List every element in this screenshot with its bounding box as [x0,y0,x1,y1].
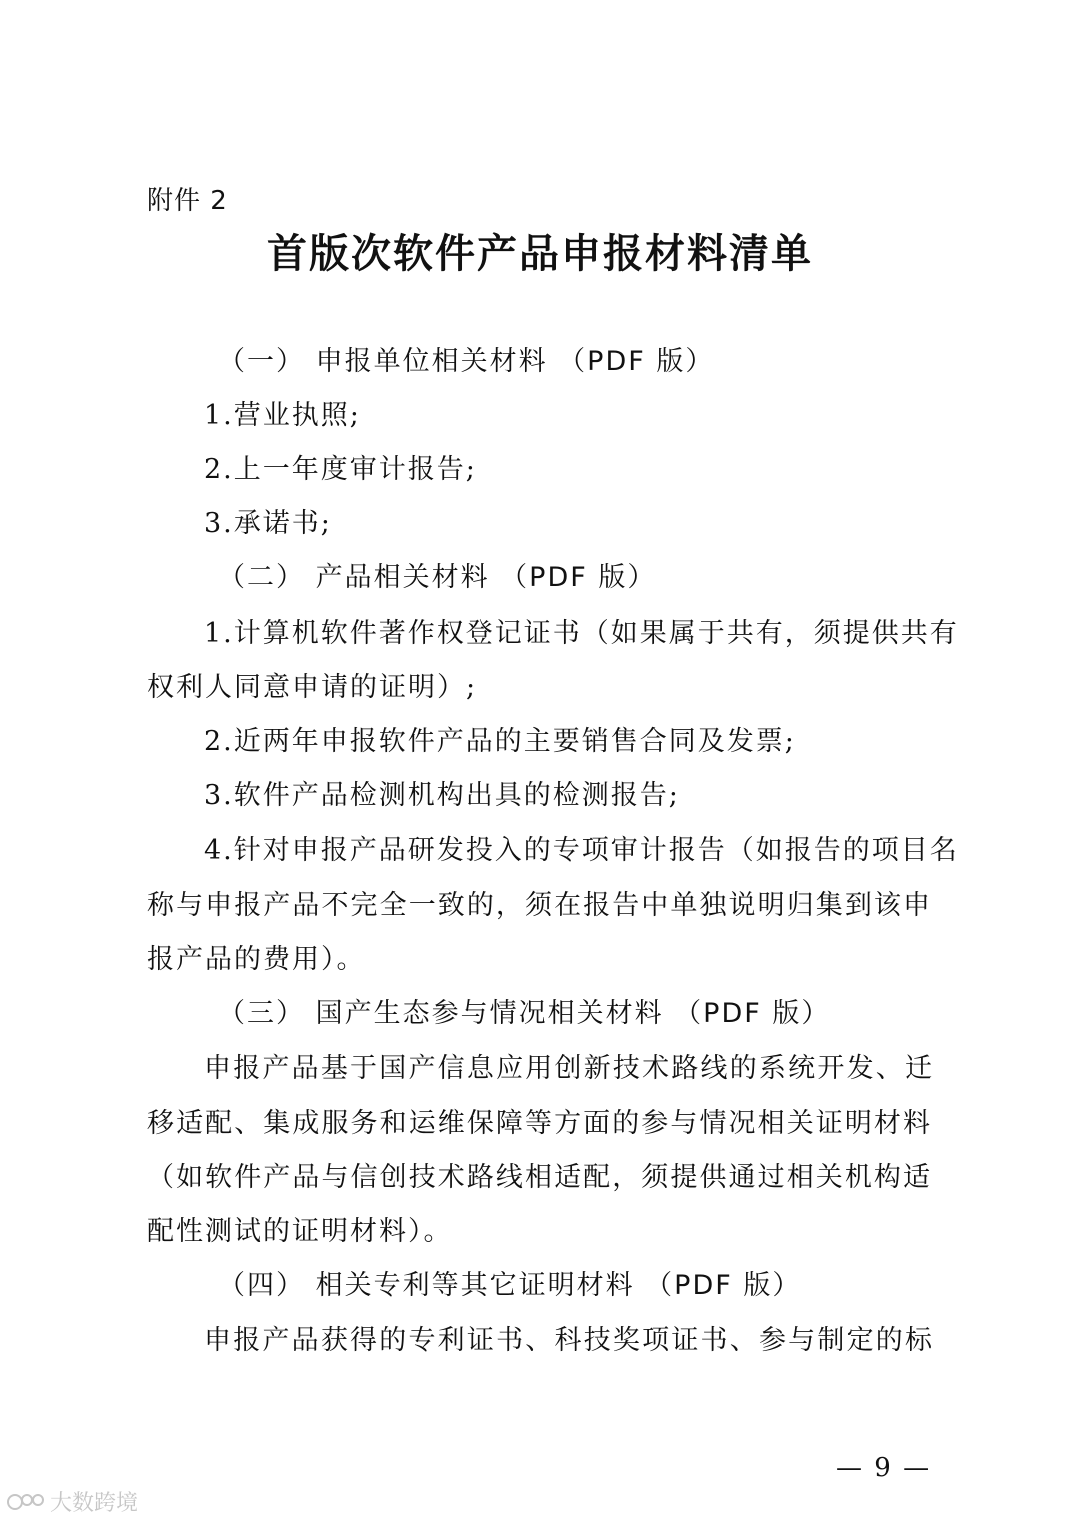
section-heading-2: （二） 产品相关材料 （PDF 版） [218,562,657,593]
paragraph-line: 申报产品获得的专利证书、科技奖项证书、参与制定的标 [204,1325,934,1356]
paragraph-line: 1.计算机软件著作权登记证书（如果属于共有，须提供共有 [204,618,959,649]
section-heading-3: （三） 国产生态参与情况相关材料 （PDF 版） [218,998,831,1029]
list-item: 3.承诺书; [204,508,332,539]
paragraph-line: 称与申报产品不完全一致的，须在报告中单独说明归集到该申 [147,890,932,921]
watermark [6,1486,138,1517]
paragraph-line: （如软件产品与信创技术路线相适配，须提供通过相关机构适 [147,1162,932,1193]
attachment-label: 附件 2 [147,186,228,216]
section-heading-4: （四） 相关专利等其它证明材料 （PDF 版） [218,1270,802,1301]
list-item: 2.近两年申报软件产品的主要销售合同及发票; [204,726,796,757]
page-number: — 9 — [836,1453,932,1483]
document-title: 首版次软件产品申报材料清单 [267,231,813,277]
paragraph-line: 报产品的费用）。 [147,944,366,975]
paragraph-line: 权利人同意申请的证明）; [147,672,478,703]
paragraph-line: 移适配、集成服务和运维保障等方面的参与情况相关证明材料 [147,1108,932,1139]
section-heading-1: （一） 申报单位相关材料 （PDF 版） [218,346,715,377]
paragraph-line: 申报产品基于国产信息应用创新技术路线的系统开发、迁 [204,1053,934,1084]
list-item: 2.上一年度审计报告; [204,454,477,485]
watermark-text: 大数跨境 [50,1491,139,1516]
list-item: 1.营业执照; [204,400,361,431]
paragraph-line: 4.针对申报产品研发投入的专项审计报告（如报告的项目名 [204,835,959,866]
paragraph-line: 配性测试的证明材料）。 [147,1216,453,1247]
watermark-logo-icon [6,1490,46,1514]
list-item: 3.软件产品检测机构出具的检测报告; [204,780,680,811]
